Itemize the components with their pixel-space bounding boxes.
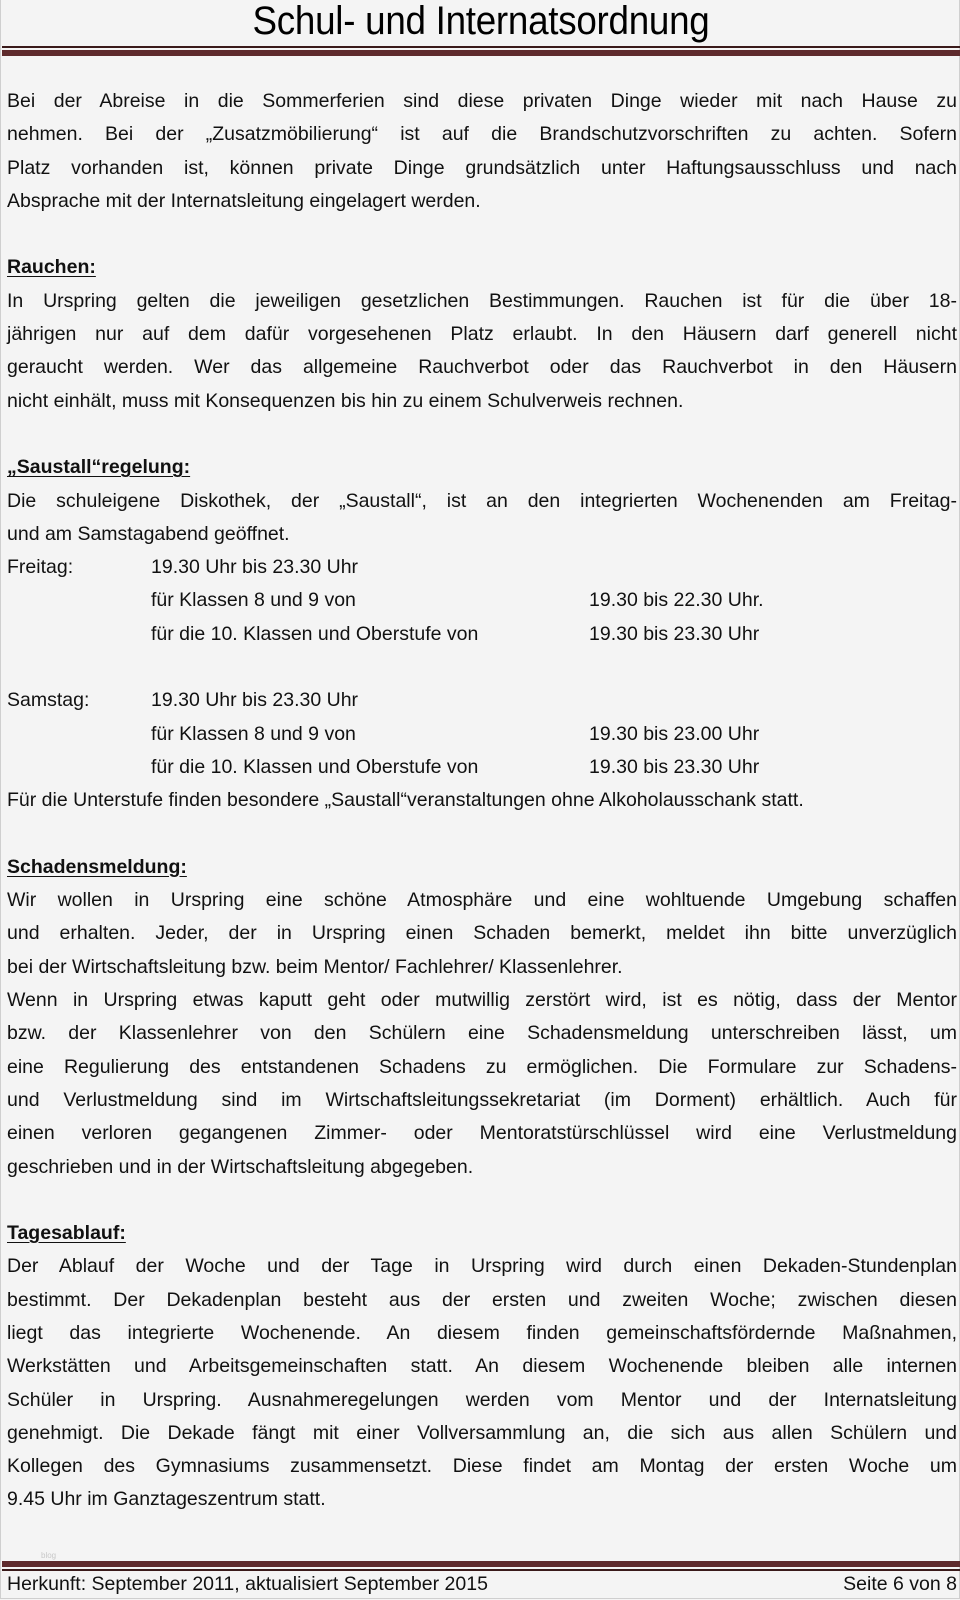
text-line: Für die Unterstufe finden besondere „Saustall“veranstaltungen ohne Alkoholausschank statt. [7,789,804,812]
section-heading: Tagesablauf: [7,1222,126,1245]
section-saustall [7,451,957,817]
page-footer [7,1571,957,1597]
section-rauchen [7,251,957,417]
text-line: eine Regulierung des entstandenen Schadens zu ermöglichen. Die Formulare zur Schadens- [7,1055,957,1078]
text-line: einen verloren gegangenen Zimmer- oder Mentoratstürschlüssel wird eine Verlustmeldung [7,1122,957,1145]
text-line: geraucht werden. Wer das allgemeine Rauchverbot oder das Rauchverbot in den Häusern [7,356,957,379]
text-line: Platz vorhanden ist, können private Dinge grundsätzlich unter Haftungsausschluss und nach [7,156,957,179]
schedule-group: für die 10. Klassen und Oberstufe von [151,755,479,778]
section-tagesablauf [7,1217,957,1517]
intro-section [7,85,957,218]
schedule-time: 19.30 bis 22.30 Uhr. [589,589,764,612]
text-line: jährigen nur auf dem dafür vorgesehenen Platz erlaubt. In den Häusern darf generell nicht [7,323,957,346]
text-line: Die schuleigene Diskothek, der „Saustall“, ist an den integrierten Wochenenden am Freitag- [7,489,957,512]
text-line: Wenn in Urspring etwas kaputt geht oder mutwillig zerstört wird, ist es nötig, dass der Mentor [7,989,957,1012]
schedule-day: Freitag: [7,556,74,579]
section-heading: „Saustall“regelung: [7,456,191,479]
schedule-group: für Klassen 8 und 9 von [151,589,356,612]
text-line: nicht einhält, muss mit Konsequenzen bis hin zu einem Schulverweis rechnen. [7,389,684,412]
text-line: liegt das integrierte Wochenende. An diesem finden gemeinschaftsfördernde Maßnahmen, [7,1321,957,1344]
footer-origin: Herkunft: September 2011, aktualisiert September 2015 [7,1573,488,1595]
text-line: bei der Wirtschaftsleitung bzw. beim Mentor/ Fachlehrer/ Klassenlehrer. [7,955,623,978]
text-line: Werkstätten und Arbeitsgemeinschaften statt. An diesem Wochenende bleiben alle internen [7,1355,957,1378]
text-line: bzw. der Klassenlehrer von den Schülern eine Schadensmeldung unterschreiben lässt, um [7,1022,957,1045]
section-heading: Rauchen: [7,256,96,279]
schedule-time: 19.30 bis 23.30 Uhr [589,622,760,645]
text-line: Absprache mit der Internatsleitung eingelagert werden. [7,189,481,212]
schedule-hours: 19.30 Uhr bis 23.30 Uhr [151,556,359,579]
text-line: und am Samstagabend geöffnet. [7,522,290,545]
page-title: Schul- und Internatsordnung [252,0,710,43]
schedule-saturday [7,684,957,784]
footer-rule-thick [2,1561,960,1567]
text-line: In Urspring gelten die jeweiligen gesetzlichen Bestimmungen. Rauchen ist für die über 18- [7,289,957,312]
schedule-group: für die 10. Klassen und Oberstufe von [151,622,479,645]
text-line: Bei der Abreise in die Sommerferien sind diese privaten Dinge wieder mit nach Hause zu [7,90,957,112]
header-rule-thick [2,50,960,56]
text-line: nehmen. Bei der „Zusatzmöbilierung“ ist auf die Brandschutzvorschriften zu achten. Sofern [7,123,957,146]
watermark: blog [41,1551,57,1560]
section-schadensmeldung [7,851,957,1184]
text-line: Schüler in Urspring. Ausnahmeregelungen werden vom Mentor und der Internatsleitung [7,1388,957,1411]
schedule-group: für Klassen 8 und 9 von [151,722,356,745]
text-line: genehmigt. Die Dekade fängt mit einer Vollversammlung an, die sich aus allen Schülern und [7,1421,957,1444]
section-heading: Schadensmeldung: [7,855,187,878]
page-number: Seite 6 von 8 [843,1573,957,1595]
text-line: Der Ablauf der Woche und der Tage in Urspring wird durch einen Dekaden-Stundenplan [7,1255,957,1278]
text-line: bestimmt. Der Dekadenplan besteht aus der ersten und zweiten Woche; zwischen diesen [7,1288,957,1311]
text-line: Kollegen des Gymnasiums zusammensetzt. Diese findet am Montag der ersten Woche um [7,1455,957,1478]
text-line: 9.45 Uhr im Ganztageszentrum statt. [7,1488,326,1511]
text-line: und erhalten. Jeder, der in Urspring einen Schaden bemerkt, meldet ihn bitte unverzüglich [7,922,957,945]
schedule-hours: 19.30 Uhr bis 23.30 Uhr [151,689,359,712]
schedule-time: 19.30 bis 23.30 Uhr [589,755,760,778]
schedule-time: 19.30 bis 23.00 Uhr [589,722,760,745]
text-line: geschrieben und in der Wirtschaftsleitung abgegeben. [7,1155,474,1178]
text-line: und Verlustmeldung sind im Wirtschaftsleitungssekretariat (im Dorment) erhältlich. Auch für [7,1088,957,1111]
schedule-day: Samstag: [7,689,90,712]
text-line: Wir wollen in Urspring eine schöne Atmosphäre und eine wohltuende Umgebung schaffen [7,889,957,912]
schedule-friday [7,551,957,651]
document-body [7,85,957,1517]
header-rule-thin [2,46,960,48]
